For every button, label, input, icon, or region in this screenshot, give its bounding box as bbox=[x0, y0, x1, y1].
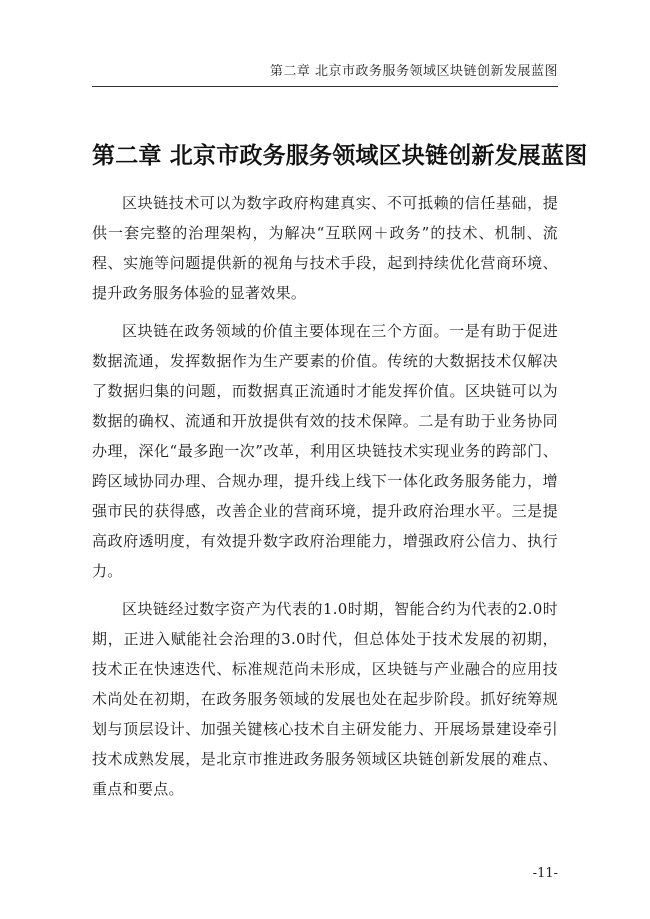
paragraph: 区块链经过数字资产为代表的1.0时期，智能合约为代表的2.0时期，正进入赋能社会治理的3.0时代，但总体处于技术发展的初期，技术正在快速迭代、标准规范尚未形成，区块链与产业融合的应用技术尚处在初期，在政务服务领域的发展也处在起步阶段。抓好统筹规划与顶层设计、加强关键核心技术自主研发能力、开展场景建设牵引技术成熟发展，是北京市推进政务服务领域区块链创新发展的难点、重点和要点。 bbox=[92, 600, 558, 798]
chapter-title: 第二章 北京市政务服务领域区块链创新发展蓝图 bbox=[92, 143, 588, 170]
running-header: 第二章 北京市政务服务领域区块链创新发展蓝图 bbox=[269, 64, 558, 79]
paragraph: 区块链在政务领域的价值主要体现在三个方面。一是有助于促进数据流通，发挥数据作为生产要素的价值。传统的大数据技术仅解决了数据归集的问题，而数据真正流通时才能发挥价值。区块链可以为数据的确权、流通和开放提供有效的技术保障。二是有助于业务协同办理，深化“最多跑一次”改革，利用区块链技术实现业务的跨部门、跨区域协同办理、合规办理，提升线上线下一体化政务服务能力，增强市民的获得感，改善企业的营商环境，提升政府治理水平。三是提高政府透明度，有效提升数字政府治理能力，增强政府公信力、执行力。 bbox=[92, 322, 558, 580]
page-number: -11- bbox=[532, 866, 558, 881]
body-text bbox=[92, 188, 558, 812]
paragraph: 区块链技术可以为数字政府构建真实、不可抵赖的信任基础，提供一套完整的治理架构，为解决“互联网＋政务”的技术、机制、流程、实施等问题提供新的视角与技术手段，起到持续优化营商环境、提升政务服务体验的显著效果。 bbox=[92, 194, 558, 302]
header-rule bbox=[92, 86, 558, 87]
